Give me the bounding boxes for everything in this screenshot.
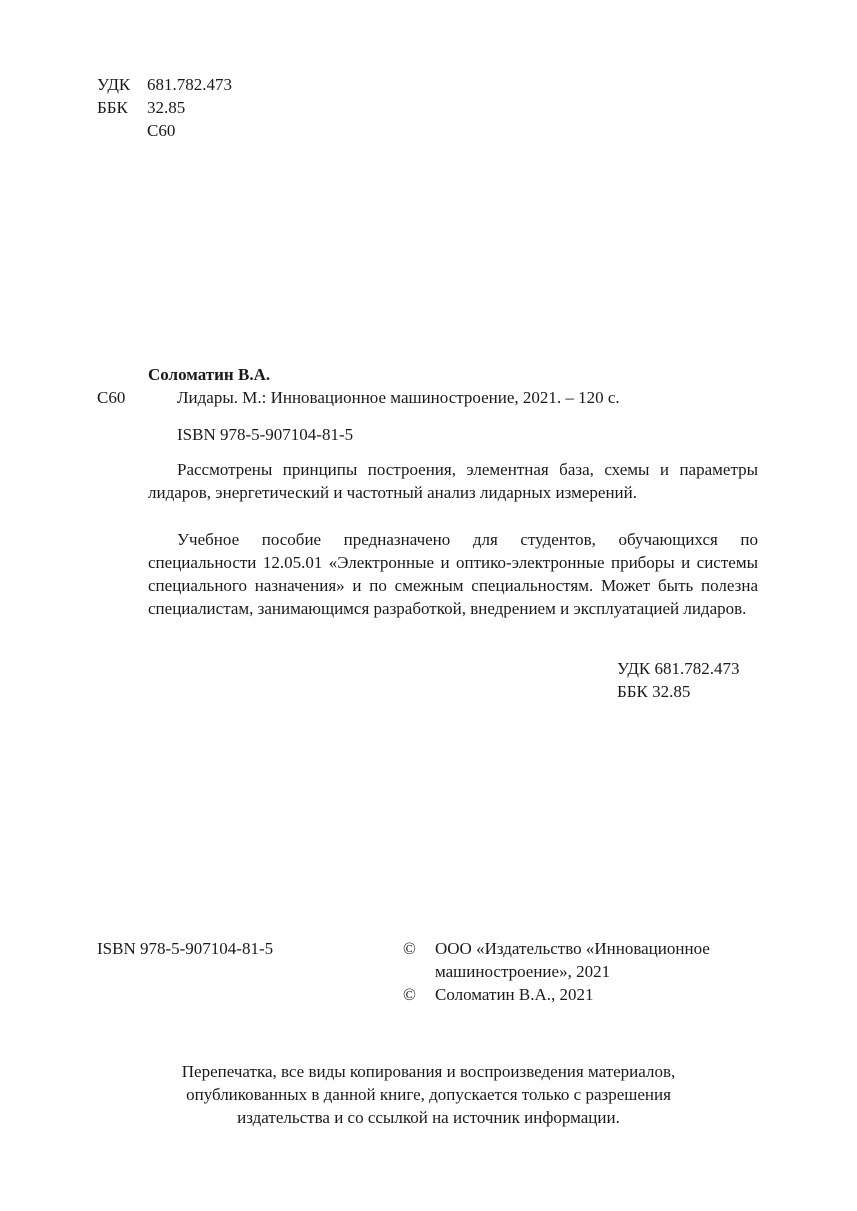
copyright-author bbox=[403, 983, 763, 1006]
bbk-row bbox=[97, 96, 185, 119]
reprint-notice bbox=[100, 1060, 757, 1129]
udk-value: 681.782.473 bbox=[147, 75, 232, 94]
isbn-entry: ISBN 978-5-907104-81-5 bbox=[177, 425, 354, 444]
notice-line-1: Перепечатка, все виды копирования и воспроизведения материалов, bbox=[181, 1062, 676, 1081]
copyright-block bbox=[403, 937, 763, 1006]
copyright-icon: © bbox=[403, 985, 416, 1004]
notice-line-2: опубликованных в данной книге, допускается только с разрешения bbox=[186, 1085, 671, 1104]
isbn-bottom: ISBN 978-5-907104-81-5 bbox=[97, 939, 274, 958]
author-mark: С60 bbox=[147, 121, 176, 140]
udk-row bbox=[97, 73, 232, 96]
copyright-publisher-line1: ООО «Издательство «Инновационное bbox=[435, 939, 710, 958]
copyright-author-text: Соломатин В.А., 2021 bbox=[435, 985, 594, 1004]
bbk-right: ББК 32.85 bbox=[617, 682, 691, 701]
book-title-line: Лидары. М.: Инновационное машиностроение, 2021. – 120 с. bbox=[177, 388, 620, 407]
copyright-publisher bbox=[403, 937, 763, 983]
udk-right: УДК 681.782.473 bbox=[617, 659, 740, 678]
bbk-value: 32.85 bbox=[147, 98, 186, 117]
copyright-publisher-line2: машиностроение», 2021 bbox=[435, 962, 611, 981]
udk-label: УДК bbox=[97, 75, 131, 94]
author-mark-row bbox=[97, 119, 175, 142]
copyright-icon: © bbox=[403, 939, 416, 958]
annotation-paragraph-1: Рассмотрены принципы построения, элементная база, схемы и параметры лидаров, энергетический и частотный анализ лидарных измерений. bbox=[148, 460, 758, 502]
author-name: Соломатин В.А. bbox=[148, 365, 271, 384]
annotation-paragraph-2: Учебное пособие предназначено для студентов, обучающихся по специальности 12.05.01 «Электронные и оптико-электронные приборы и системы специального назначения» и по смежным специальностям. Может быть полезна специалистам, занимающимся разработкой, внедрением и эксплуатацией лидаров. bbox=[148, 530, 758, 618]
notice-line-3: издательства и со ссылкой на источник информации. bbox=[237, 1108, 620, 1127]
bbk-label: ББК bbox=[97, 98, 128, 117]
author-mark-left: С60 bbox=[97, 388, 126, 407]
